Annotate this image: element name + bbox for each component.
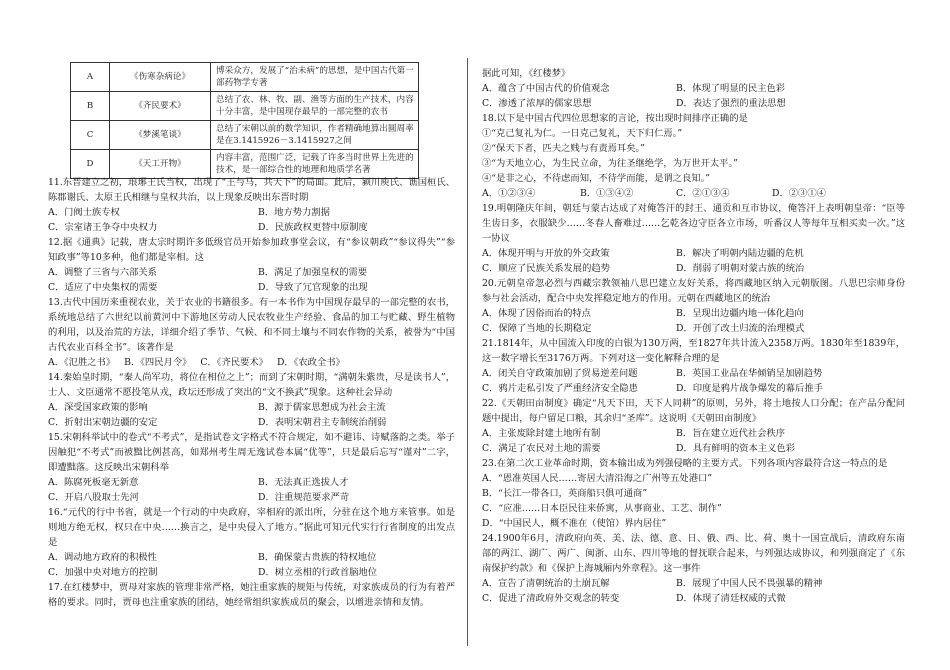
- option-a: A．调整了三省与六部关系: [48, 267, 157, 278]
- book-description: 总结了农、林、牧、副、渔等方面的生产技术，内容十分丰富，是中国现存最早的一部完整的农书: [211, 92, 419, 121]
- option-c: C．保障了当地的长期稳定: [482, 323, 592, 334]
- option-b: B．展现了中国人民不畏强暴的精神: [676, 578, 823, 589]
- option-a: A．深受国家政策的影响: [48, 402, 148, 413]
- option-d: D．表达了强烈的重法思想: [676, 98, 786, 109]
- table-row: [71, 63, 419, 92]
- question-text: 1814年，从中国流入印度的白银为130万两，至1827年共计流入2358万两。1830年至1839年，这一数字增长至3176万两。下列对这一变化解释合理的是: [482, 338, 905, 364]
- options: [482, 576, 905, 606]
- question-stem: [48, 580, 455, 610]
- question-stem: [482, 201, 905, 246]
- question-text: 《天朝田亩制度》确定“凡天下田，天下人同耕”的原则，另外，将土地按人口分配；在产品分配问题中提出，每户留足口粮，其余归“圣库”。这说明《天朝田亩制度》: [482, 398, 905, 424]
- question-number: 20.: [482, 278, 497, 289]
- question-stem: [48, 430, 455, 475]
- option-d: D．民族政权更替中原制度: [258, 222, 368, 233]
- option-b: B．体现了明显的民主色彩: [676, 83, 786, 94]
- question-text: 在第二次工业革命时期，资本输出成为列强侵略的主要方式。下列各项内容最符合这一特点的是: [496, 458, 888, 469]
- question-text: 元朝皇帝忽必烈与西藏宗教领袖八思巴建立友好关系，将西藏地区纳入元朝版图。八思巴宗师身份参与社会活动，配合中央发挥稳定地方的作用。元朝在西藏地区的统治: [482, 278, 905, 304]
- option-b: B．地方势力割据: [258, 207, 330, 218]
- row-label: C: [71, 121, 110, 150]
- left-column: [48, 175, 455, 610]
- options: [482, 186, 905, 201]
- question-number: 13.: [48, 297, 63, 308]
- option-a: A．闭关自守政策加剧了贸易逆差问题: [482, 368, 638, 379]
- question-13: [48, 295, 455, 370]
- question-text: 古代中国历来重视农业，关于农业的书籍很多。有一本书作为中国现存最早的一部完整的农书，系统地总结了六世纪以前黄河中下游地区劳动人民农牧业生产经验、食品的加工与贮藏、野生植物的利用，以及治荒的方法，详细介绍了季节、气候、和不同土壤与不同农作物的关系，被誉为“中国古代农业百科全书”。该著作是: [48, 297, 455, 353]
- option-b: B．无法真正选拔人才: [258, 477, 349, 488]
- option-c: C．促进了清政府外交观念的转变: [482, 593, 620, 604]
- question-stem: [482, 396, 905, 426]
- question-17: [48, 580, 455, 610]
- question-number: 17.: [48, 582, 63, 593]
- option-c: C．《齐民要术》: [200, 357, 268, 368]
- options: [482, 246, 905, 276]
- row-label: D: [71, 150, 110, 179]
- question-number: 11.: [48, 177, 63, 188]
- question-text: 在红楼梦中，贾母对家族的管理非常严格，她注重家族的规矩与传统，对家族成员的行为有着严格的要求。同时，贾母也注重家族的团结，她经常组织家族成员的聚会，以增进亲情和友情。: [48, 582, 455, 608]
- question-text: 东晋建立之初，琅琊王氏当权，出现了“王与马，共天下”的局面。此后，颍川庾氏、谯国桓氏、陈郡谢氏、太原王氏相继与皇权共治，以上现象反映出东晋时期: [48, 177, 455, 203]
- option-d: D．“中国民人，概不准在（使馆）界内居住”: [482, 518, 667, 529]
- question-14: [48, 370, 455, 430]
- question-number: 16.: [48, 507, 63, 518]
- option-a: A．蕴含了中国古代的价值观念: [482, 83, 610, 94]
- option-b: B．满足了加强皇权的需要: [258, 267, 368, 278]
- question-text: 宋朝科举试中的卷式“不考式”，是指试卷文字格式不符合规定，如不避讳、诗赋落韵之类。举子因触犯“不考式”而被黜比例甚高，如郑州考生周无逸试卷本属“优等”，只是最后忘写“谨对”二字，即遭黜落。这反映出宋朝科举: [48, 432, 455, 473]
- book-title: 《齐民要术》: [110, 92, 211, 121]
- book-table: [70, 62, 419, 179]
- question-number: 23.: [482, 458, 497, 469]
- option-d: D．②③①④: [772, 188, 826, 199]
- options: [48, 475, 455, 505]
- question-text: 据《通典》记载，唐太宗时期许多低级官员开始参加政事堂会议，有“参议朝政”“参议得失”“参知政事”等10多种，他们都是宰相。这: [48, 237, 455, 263]
- table-row: [71, 92, 419, 121]
- option-b: B．确保蒙古贵族的特权地位: [258, 552, 377, 563]
- question-number: 18.: [482, 113, 497, 124]
- option-d: D．体现了清廷权威的式微: [676, 593, 786, 604]
- option-b: B．呈现出边疆内地一体化趋向: [676, 308, 804, 319]
- option-d: D．导致了冗官现象的出现: [258, 282, 368, 293]
- question-number: 21.: [482, 338, 497, 349]
- book-description: 总结了宋朝以前的数学知识，作者精确地算出圆周率是在3.1415926－3.1415927之间: [211, 121, 419, 150]
- option-d: D．表明宋朝君主专制统治削弱: [258, 417, 387, 428]
- question-22: [482, 396, 905, 456]
- option-b: B．源于儒家思想成为社会主流: [258, 402, 386, 413]
- table-row: [71, 121, 419, 150]
- option-c: C．②①③④: [676, 188, 730, 199]
- row-label: A: [71, 63, 110, 92]
- question-text: 1900年6月，清政府向英、美、法、德、意、日、俄、西、比、荷、奥十一国宣战后，清政府东南部的两江、湖广、两广、闽浙、山东、四川等地的督抚联合起来，与列强达成协议，和列强商定了《东南保护约款》和《保护上海城厢内外章程》。这一事件: [482, 533, 905, 574]
- question-stem: [482, 531, 905, 576]
- question-stem: [48, 235, 455, 265]
- option-a: A．①②③④: [482, 188, 536, 199]
- option-d: D．注重规范要求严苛: [258, 492, 350, 503]
- book-title: 《梦溪笔谈》: [110, 121, 211, 150]
- question-18: [482, 111, 905, 201]
- question-stem: [48, 295, 455, 355]
- options: [482, 81, 905, 111]
- options: [48, 400, 455, 430]
- option-b: B．①③④②: [580, 188, 634, 199]
- question-text: 秦始皇时期，“秦人尚军功，将位在相位之上”；而到了宋朝时期，“满朝朱紫贵，尽是读书人”，士人、文臣通常不愿投笔从戎，政坛还形成了突出的“文不换武”现象。这种社会异动: [48, 372, 455, 398]
- book-description: 内容丰富，范围广泛，记载了许多当时世界上先进的技术，是一部综合性的地理和地质学名著: [211, 150, 419, 179]
- question-number: 22.: [482, 398, 497, 409]
- book-description: 博采众方，发展了“治未病”的思想，是中国古代第一部药物学专著: [211, 63, 419, 92]
- column-divider: [467, 58, 468, 646]
- option-b: B．解决了明朝内陆边疆的危机: [676, 248, 804, 259]
- options: [48, 265, 455, 295]
- option-c: C．顺应了民族关系发展的趋势: [482, 263, 610, 274]
- statement-4: ④“是非之心，不待虑而知，不待学而能，是谓之良知。”: [482, 173, 710, 184]
- question-stem: [482, 336, 905, 366]
- option-c: C．加强中央对地方的控制: [48, 567, 158, 578]
- book-title: 《天工开物》: [110, 150, 211, 179]
- question-text: 以下是中国古代四位思想家的言论，按出现时间排序正确的是: [496, 113, 748, 124]
- question-stem: [482, 276, 905, 306]
- option-a: A．体现开明与开放的外交政策: [482, 248, 610, 259]
- option-c: C．满足了农民对土地的需要: [482, 443, 601, 454]
- question-11: [48, 175, 455, 235]
- option-a: A．主张废除封建土地所有制: [482, 428, 601, 439]
- options: [48, 205, 455, 235]
- question-12: [48, 235, 455, 295]
- row-label: B: [71, 92, 110, 121]
- option-a: A．陈腐死板毫无新意: [48, 477, 139, 488]
- question-stem: [48, 370, 455, 400]
- question-20: [482, 276, 905, 336]
- option-a: A．宣告了清朝统治的土崩瓦解: [482, 578, 610, 589]
- option-b: B．《四民月令》: [124, 357, 192, 368]
- question-24: [482, 531, 905, 606]
- options: [482, 366, 905, 396]
- option-c: C．折射出宋朝边疆的安定: [48, 417, 158, 428]
- option-b: B．英国工业品在华倾销呈加剧趋势: [676, 368, 823, 379]
- question-23: [482, 456, 905, 531]
- question-19: [482, 201, 905, 276]
- question-stem: [48, 175, 455, 205]
- option-c: C．开启八股取士先河: [48, 492, 139, 503]
- option-d: D．树立丞相的行政首脑地位: [258, 567, 378, 578]
- question-text: “元代的行中书省，就是一个行动的中央政府，宰相府的派出所，分驻在这个地方来管事。如是则地方绝无权，权只在中央……换言之，是中央侵入了地方。”据此可知元代实行行省制度的出发点是: [48, 507, 455, 548]
- option-d: D．《农政全书》: [276, 357, 345, 368]
- option-b: B．“长江一带各口，英商船只俱可通商”: [482, 488, 648, 499]
- question-continuation: 据此可知，《红楼梦》: [482, 68, 571, 79]
- question-stem: [48, 505, 455, 550]
- question-number: 24.: [482, 533, 497, 544]
- question-number: 12.: [48, 237, 63, 248]
- options: [482, 426, 905, 456]
- option-c: C．鸦片走私引发了严重经济安全隐患: [482, 383, 638, 394]
- option-d: D．印度是鸦片战争爆发的幕后推手: [676, 383, 823, 394]
- question-15: [48, 430, 455, 505]
- question-number: 15.: [48, 432, 63, 443]
- option-a: A．“恩准英国人民……寄居大清沿海之广州等五处港口”: [482, 473, 713, 484]
- question-number: 14.: [48, 372, 63, 383]
- question-number: 19.: [482, 203, 497, 214]
- option-a: A．调动地方政府的积极性: [48, 552, 157, 563]
- statement-2: ②“保天下者，匹夫之贱与有责焉耳矣。”: [482, 143, 645, 154]
- option-a: A．门阀士族专权: [48, 207, 120, 218]
- option-d: D．削弱了明朝对蒙古族的统治: [676, 263, 805, 274]
- options: [48, 550, 455, 580]
- statement-3: ③“为天地立心，为生民立命，为往圣继绝学，为万世开太平。”: [482, 158, 738, 169]
- option-b: B．旨在建立近代社会秩序: [676, 428, 786, 439]
- option-d: D．开创了改土归流的治理模式: [676, 323, 805, 334]
- options: [482, 306, 905, 336]
- book-title: 《伤寒杂病论》: [110, 63, 211, 92]
- question-21: [482, 336, 905, 396]
- question-text: 明朝隆庆年间，朝廷与蒙古达成了对俺答汗的封王、通贡和互市协议，俺答汗上表明朝皇帝：“臣等生齿日多，衣服缺少……冬春人畜难过……乞乾各边守臣各立市场，听番汉人等每年互相买卖一次。”这一协议: [482, 203, 905, 244]
- options: [48, 355, 455, 370]
- option-c: C．“应准……日本臣民往来侨寓，从事商业、工艺、制作”: [482, 503, 722, 514]
- question-16: [48, 505, 455, 580]
- option-c: C．渗透了浓厚的儒家思想: [482, 98, 592, 109]
- option-c: C．适应了中央集权的需要: [48, 282, 158, 293]
- question-17-continued: [482, 66, 905, 111]
- statement-1: ①“克己复礼为仁。一日克己复礼，天下归仁焉。”: [482, 128, 683, 139]
- right-column: [482, 66, 905, 606]
- option-c: C．宗室诸王争夺中央权力: [48, 222, 158, 233]
- question-stem: [482, 456, 905, 471]
- option-a: A．体现了因俗而治的特点: [482, 308, 591, 319]
- option-d: D．具有鲜明的资本主义色彩: [676, 443, 796, 454]
- question-stem: [482, 111, 905, 126]
- options: [482, 471, 905, 531]
- option-a: A．《氾胜之书》: [48, 357, 116, 368]
